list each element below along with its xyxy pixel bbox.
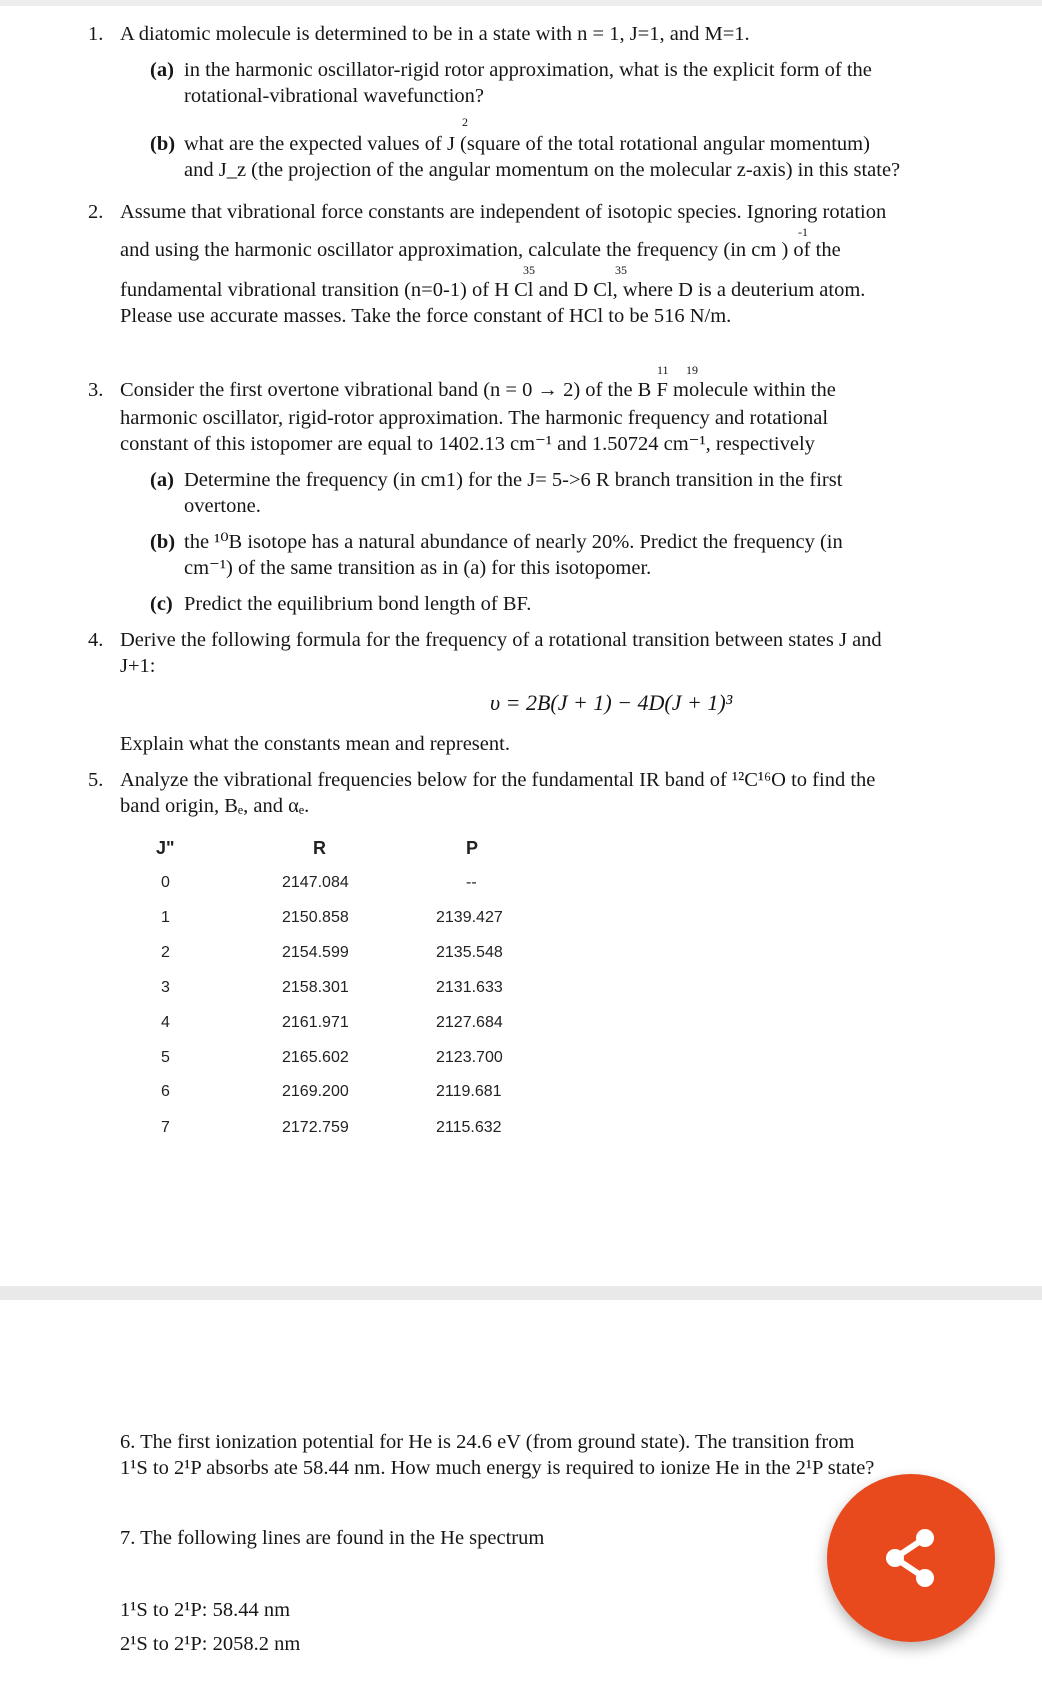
q3a-line1: Determine the frequency (in cm1) for the J= 5->6 R branch transition in the first [184, 469, 843, 491]
q1-number: 1. [88, 23, 104, 45]
table-header-r: R [313, 838, 326, 858]
q3-superscript-11: 11 [657, 363, 669, 377]
share-button[interactable] [827, 1474, 995, 1642]
q1b-line2: and J_z (the projection of the angular momentum on the molecular z-axis) in this state? [184, 159, 901, 181]
table-cell-p: 2131.633 [436, 979, 503, 996]
table-cell-r: 2172.759 [282, 1119, 349, 1136]
table-cell-j: 0 [161, 874, 170, 891]
q3-line2: harmonic oscillator, rigid-rotor approximation. The harmonic frequency and rotational [120, 407, 829, 429]
q1a-line1: in the harmonic oscillator-rigid rotor approximation, what is the explicit form of the [184, 59, 872, 81]
table-cell-j: 2 [161, 944, 170, 961]
q1b-line1: what are the expected values of J (square of the total rotational angular momentum) [184, 133, 870, 155]
table-cell-r: 2165.602 [282, 1049, 349, 1066]
q5-number: 5. [88, 769, 104, 791]
q3a-label: (a) [150, 469, 174, 491]
table-cell-r: 2161.971 [282, 1014, 349, 1031]
table-cell-r: 2147.084 [282, 874, 349, 891]
table-cell-r: 2158.301 [282, 979, 349, 996]
q3b-line2: cm⁻¹) of the same transition as in (a) for this isotopomer. [184, 557, 652, 579]
table-cell-j: 6 [161, 1083, 170, 1100]
table-cell-p: 2139.427 [436, 909, 503, 926]
q1-text: A diatomic molecule is determined to be in a state with n = 1, J=1, and M=1. [120, 23, 750, 45]
table-header-p: P [466, 838, 479, 858]
share-icon [877, 1524, 945, 1592]
table-cell-j: 3 [161, 979, 170, 996]
q7-line3: 2¹S to 2¹P: 2058.2 nm [120, 1633, 301, 1655]
q1a-line2: rotational-vibrational wavefunction? [184, 85, 484, 107]
document-page-1 [0, 6, 1042, 1286]
q4-line3: Explain what the constants mean and represent. [120, 733, 510, 755]
q1b-label: (b) [150, 133, 176, 155]
table-cell-p: 2115.632 [436, 1119, 502, 1136]
q3-number: 3. [88, 379, 104, 401]
q2-superscript-35a: 35 [523, 263, 535, 277]
q1b-superscript: 2 [462, 115, 468, 129]
table-cell-j: 1 [161, 909, 170, 926]
rotational-frequency-formula: υ = 2B(J + 1) − 4D(J + 1)³ [490, 690, 733, 715]
q7-line1: 7. The following lines are found in the He spectrum [120, 1527, 545, 1549]
table-cell-p: 2119.681 [436, 1083, 502, 1100]
q3b-line1: the ¹⁰B isotope has a natural abundance of nearly 20%. Predict the frequency (in [184, 531, 843, 553]
q4-line1: Derive the following formula for the frequency of a rotational transition between states J and [120, 629, 882, 651]
q2-line2: and using the harmonic oscillator approximation, calculate the frequency (in cm ) of the [120, 239, 841, 261]
q3b-label: (b) [150, 531, 176, 553]
q6-line2: 1¹S to 2¹P absorbs ate 58.44 nm. How much energy is required to ionize He in the 2¹P state? [120, 1457, 875, 1479]
table-cell-r: 2150.858 [282, 909, 349, 926]
q2-superscript-35b: 35 [615, 263, 627, 277]
q3-line3: constant of this istopomer are equal to 1402.13 cm⁻¹ and 1.50724 cm⁻¹, respectively [120, 433, 815, 455]
q5-line1: Analyze the vibrational frequencies below for the fundamental IR band of ¹²C¹⁶O to find the [120, 769, 876, 791]
q3-line1: Consider the first overtone vibrational band (n = 0 → 2) of the B F molecule within the [120, 379, 836, 401]
table-cell-r: 2154.599 [282, 944, 349, 961]
table-cell-j: 7 [161, 1119, 170, 1136]
q3-superscript-19: 19 [686, 363, 698, 377]
table-cell-p: 2127.684 [436, 1014, 503, 1031]
q2-line1: Assume that vibrational force constants are independent of isotopic species. Ignoring rotation [120, 201, 887, 223]
table-cell-p: -- [466, 874, 477, 891]
q1a-label: (a) [150, 59, 174, 81]
table-cell-p: 2135.548 [436, 944, 503, 961]
q2-line4: Please use accurate masses. Take the force constant of HCl to be 516 N/m. [120, 305, 732, 327]
q2-superscript-1: -1 [798, 225, 808, 239]
q2-number: 2. [88, 201, 104, 223]
q4-line2: J+1: [120, 655, 156, 677]
q4-number: 4. [88, 629, 104, 651]
table-header-j: J" [156, 838, 175, 858]
q3c-label: (c) [150, 593, 173, 615]
q3c-line: Predict the equilibrium bond length of BF. [184, 593, 532, 615]
q6-line1: 6. The first ionization potential for He is 24.6 eV (from ground state). The transition from [120, 1431, 855, 1453]
table-cell-j: 4 [161, 1014, 170, 1031]
table-cell-j: 5 [161, 1049, 170, 1066]
q7-line2: 1¹S to 2¹P: 58.44 nm [120, 1599, 291, 1621]
table-cell-p: 2123.700 [436, 1049, 503, 1066]
table-cell-r: 2169.200 [282, 1083, 349, 1100]
q3a-line2: overtone. [184, 495, 261, 517]
q2-line3: fundamental vibrational transition (n=0-1) of H Cl and D Cl, where D is a deuterium atom. [120, 279, 866, 301]
page-separator [0, 1286, 1042, 1300]
q5-line2: band origin, Bₑ, and αₑ. [120, 795, 310, 817]
